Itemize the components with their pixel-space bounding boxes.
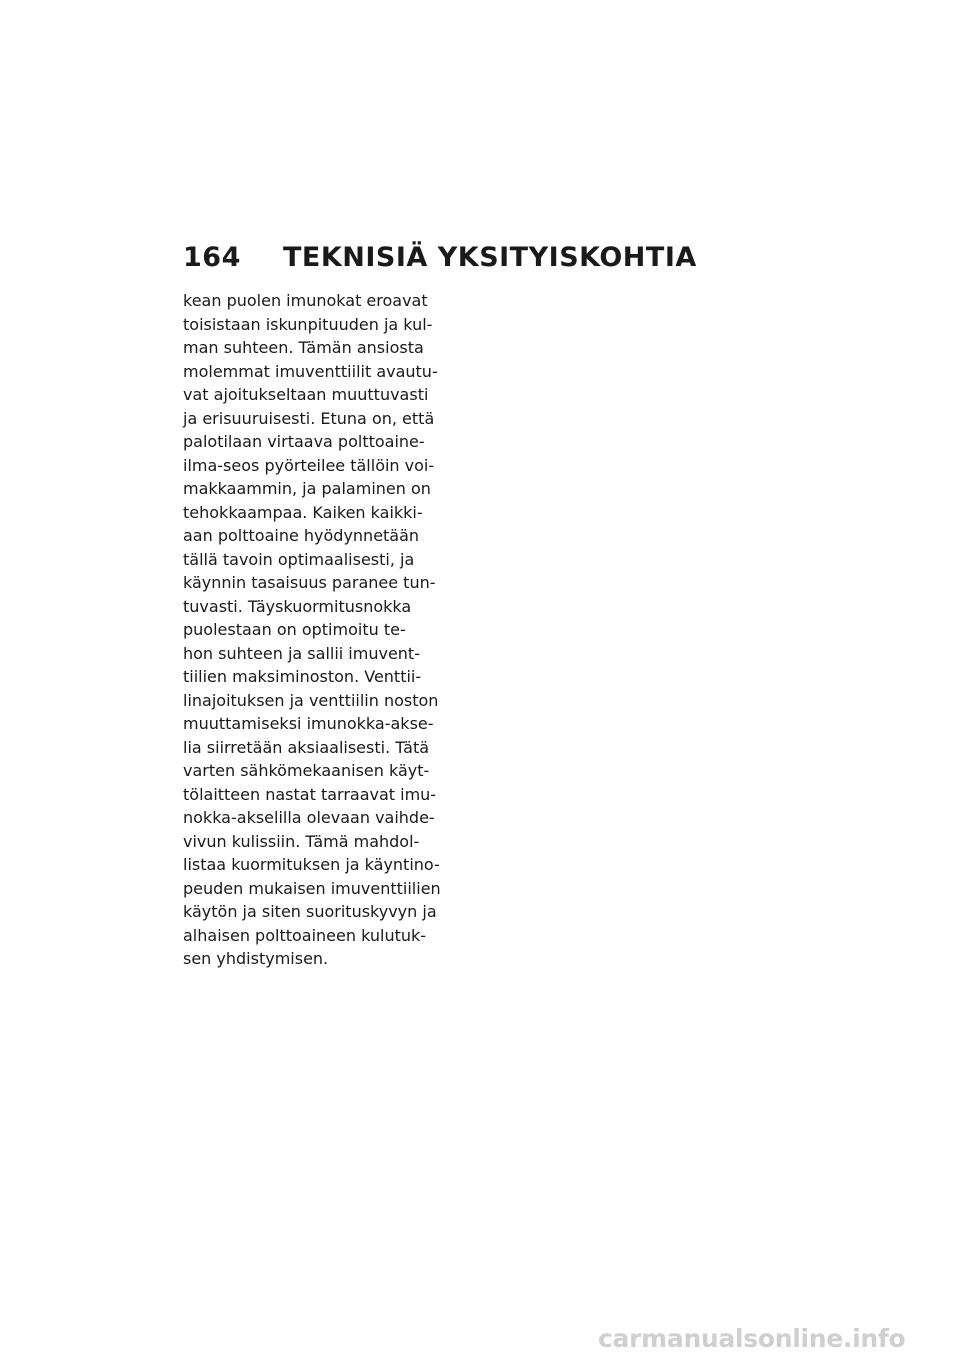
text-line: palotilaan virtaava polttoaine- [183,432,425,451]
text-line: kean puolen imunokat eroavat [183,291,428,310]
text-line: molemmat imuventtiilit avautu- [183,361,438,381]
text-line: ilma-seos pyörteilee tällöin voi- [183,455,435,475]
body-paragraph [183,289,453,971]
text-line: nokka-akselilla olevaan vaihde- [183,808,435,827]
text-line: ja erisuuruisesti. Etuna on, että [183,408,435,428]
text-line: toisistaan iskunpituuden ja kul- [183,314,433,334]
page-header [183,242,697,273]
text-line: tällä tavoin optimaalisesti, ja [183,549,415,569]
text-line: man suhteen. Tämän ansiosta [183,338,424,357]
text-line: alhaisen polttoaineen kulutuk- [183,925,427,945]
text-line: käytön ja siten suorituskyvyn ja [183,902,437,921]
text-line: hon suhteen ja sallii imuvent- [183,643,420,663]
text-line: tiilien maksiminoston. Venttii- [183,667,422,686]
text-line: peuden mukaisen imuventtiilien [183,878,441,898]
text-line: vat ajoitukseltaan muuttuvasti [183,385,429,404]
text-line: listaa kuormituksen ja käyntino- [183,855,440,874]
text-line: puolestaan on optimoitu te- [183,620,406,639]
page-number: 164 [183,242,241,273]
text-line: lia siirretään aksiaalisesti. Tätä [183,737,430,757]
text-line: aan polttoaine hyödynnetään [183,526,420,545]
text-line: makkaammin, ja palaminen on [183,479,431,498]
text-line: sen yhdistymisen. [183,949,329,968]
text-line: tehokkaampaa. Kaiken kaikki- [183,502,423,522]
text-line: linajoituksen ja venttiilin noston [183,690,439,710]
text-line: varten sähkömekaanisen käyt- [183,761,430,780]
text-line: tölaitteen nastat tarraavat imu- [183,784,437,804]
section-title: TEKNISIÄ YKSITYISKOHTIA [283,242,697,273]
text-line: tuvasti. Täyskuormitusnokka [183,596,412,616]
text-line: käynnin tasaisuus paranee tun- [183,573,436,592]
text-line: vivun kulissiin. Tämä mahdol- [183,831,420,851]
site-watermark: carmanualsonline.info [598,1324,906,1353]
text-line: muuttamiseksi imunokka-akse- [183,714,434,733]
